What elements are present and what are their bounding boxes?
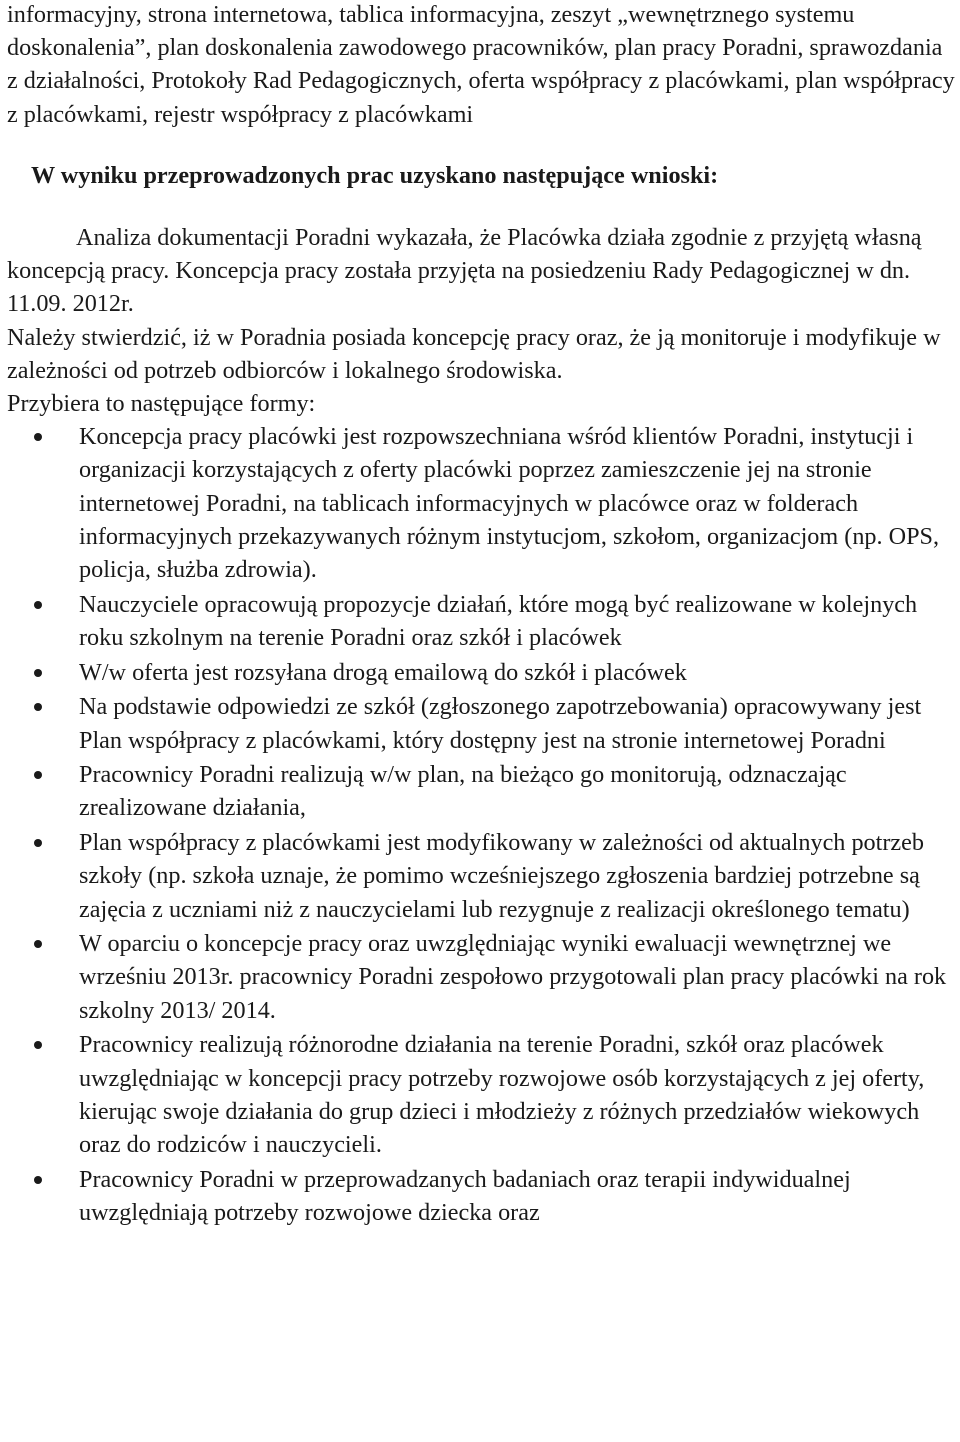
list-item-text: Koncepcja pracy placówki jest rozpowszechniana wśród klientów Poradni, instytucji i organizacji korzystających z oferty placówki poprzez zamieszczenie jej na stronie internetowej Poradni, na tablicach informacyjnych w placówce oraz w folderach informacyjnych przekazywanych różnym instytucjom, szkołom, organizacjom (np. OPS, policja, służba zdrowia). <box>79 423 940 584</box>
bullet-dot-icon <box>34 1176 42 1184</box>
list-item-text: W/w oferta jest rozsyłana drogą emailową do szkół i placówek <box>79 658 687 686</box>
forms-bullet-list <box>7 420 957 1229</box>
statement-paragraph: Należy stwierdzić, iż w Poradnia posiada koncepcję pracy oraz, że ją monitoruje i modyfikuje w zależności od potrzeb odbiorców i lokalnego środowiska. <box>7 323 941 384</box>
list-item-text: Pracownicy realizują różnorodne działania na terenie Poradni, szkół oraz placówek uwzględniając w koncepcji pracy potrzeby rozwojowe osób korzystających z jej oferty, kierując swoje działania do grup dzieci i młodzieży z różnych przedziałów wiekowych oraz do rodziców i nauczycieli. <box>79 1031 925 1158</box>
document-page <box>7 0 957 1231</box>
list-item <box>7 758 957 824</box>
list-item <box>7 690 957 756</box>
bullet-dot-icon <box>34 839 42 847</box>
bullet-dot-icon <box>34 703 42 711</box>
list-item <box>7 420 957 586</box>
list-item <box>7 826 957 926</box>
list-item-text: Pracownicy Poradni realizują w/w plan, na bieżąco go monitorują, odznaczając zrealizowane działania, <box>79 761 847 822</box>
conclusions-heading: W wyniku przeprowadzonych prac uzyskano następujące wnioski: <box>31 161 719 189</box>
list-item <box>7 927 957 1027</box>
analysis-paragraph: Analiza dokumentacji Poradni wykazała, że Placówka działa zgodnie z przyjętą własną koncepcją pracy. Koncepcja pracy została przyjęta na posiedzeniu Rady Pedagogicznej w dn. 11.09. 2012r. <box>7 224 922 318</box>
bullet-dot-icon <box>34 940 42 948</box>
bullet-dot-icon <box>34 601 42 609</box>
list-item-text: Na podstawie odpowiedzi ze szkół (zgłoszonego zapotrzebowania) opracowywany jest Plan współpracy z placówkami, który dostępny jest na stronie internetowej Poradni <box>79 693 922 754</box>
list-item <box>7 656 957 689</box>
list-item <box>7 1028 957 1161</box>
intro-paragraph: informacyjny, strona internetowa, tablica informacyjna, zeszyt „wewnętrznego systemu doskonalenia”, plan doskonalenia zawodowego pracowników, plan pracy Poradni, sprawozdania z działalności, Protokoły Rad Pedagogicznych, oferta współpracy z placówkami, plan współpracy z placówkami, rejestr współpracy z placówkami <box>7 1 955 128</box>
bullet-dot-icon <box>34 771 42 779</box>
list-item-text: Nauczyciele opracowują propozycje działań, które mogą być realizowane w kolejnych roku szkolnym na terenie Poradni oraz szkół i placówek <box>79 590 918 651</box>
bullet-dot-icon <box>34 433 42 441</box>
list-item-text: W oparciu o koncepcje pracy oraz uwzględniając wyniki ewaluacji wewnętrznej we wrześniu 2013r. pracownicy Poradni zespołowo przygotowali plan pracy placówki na rok szkolny 2013/ 2014. <box>79 930 947 1024</box>
bullet-dot-icon <box>34 669 42 677</box>
list-item-text: Pracownicy Poradni w przeprowadzanych badaniach oraz terapii indywidualnej uwzględniają potrzeby rozwojowe dziecka oraz <box>79 1165 851 1226</box>
bullet-dot-icon <box>34 1041 42 1049</box>
list-item <box>7 1163 957 1229</box>
list-item <box>7 588 957 654</box>
list-item-text: Plan współpracy z placówkami jest modyfikowany w zależności od aktualnych potrzeb szkoły (np. szkoła uznaje, że pomimo wcześniejszego zgłoszenia bardziej potrzebne są zajęcia z uczniami niż z nauczycielami lub rezygnuje z realizacji określonego tematu) <box>79 829 924 923</box>
forms-intro: Przybiera to następujące formy: <box>7 390 316 418</box>
